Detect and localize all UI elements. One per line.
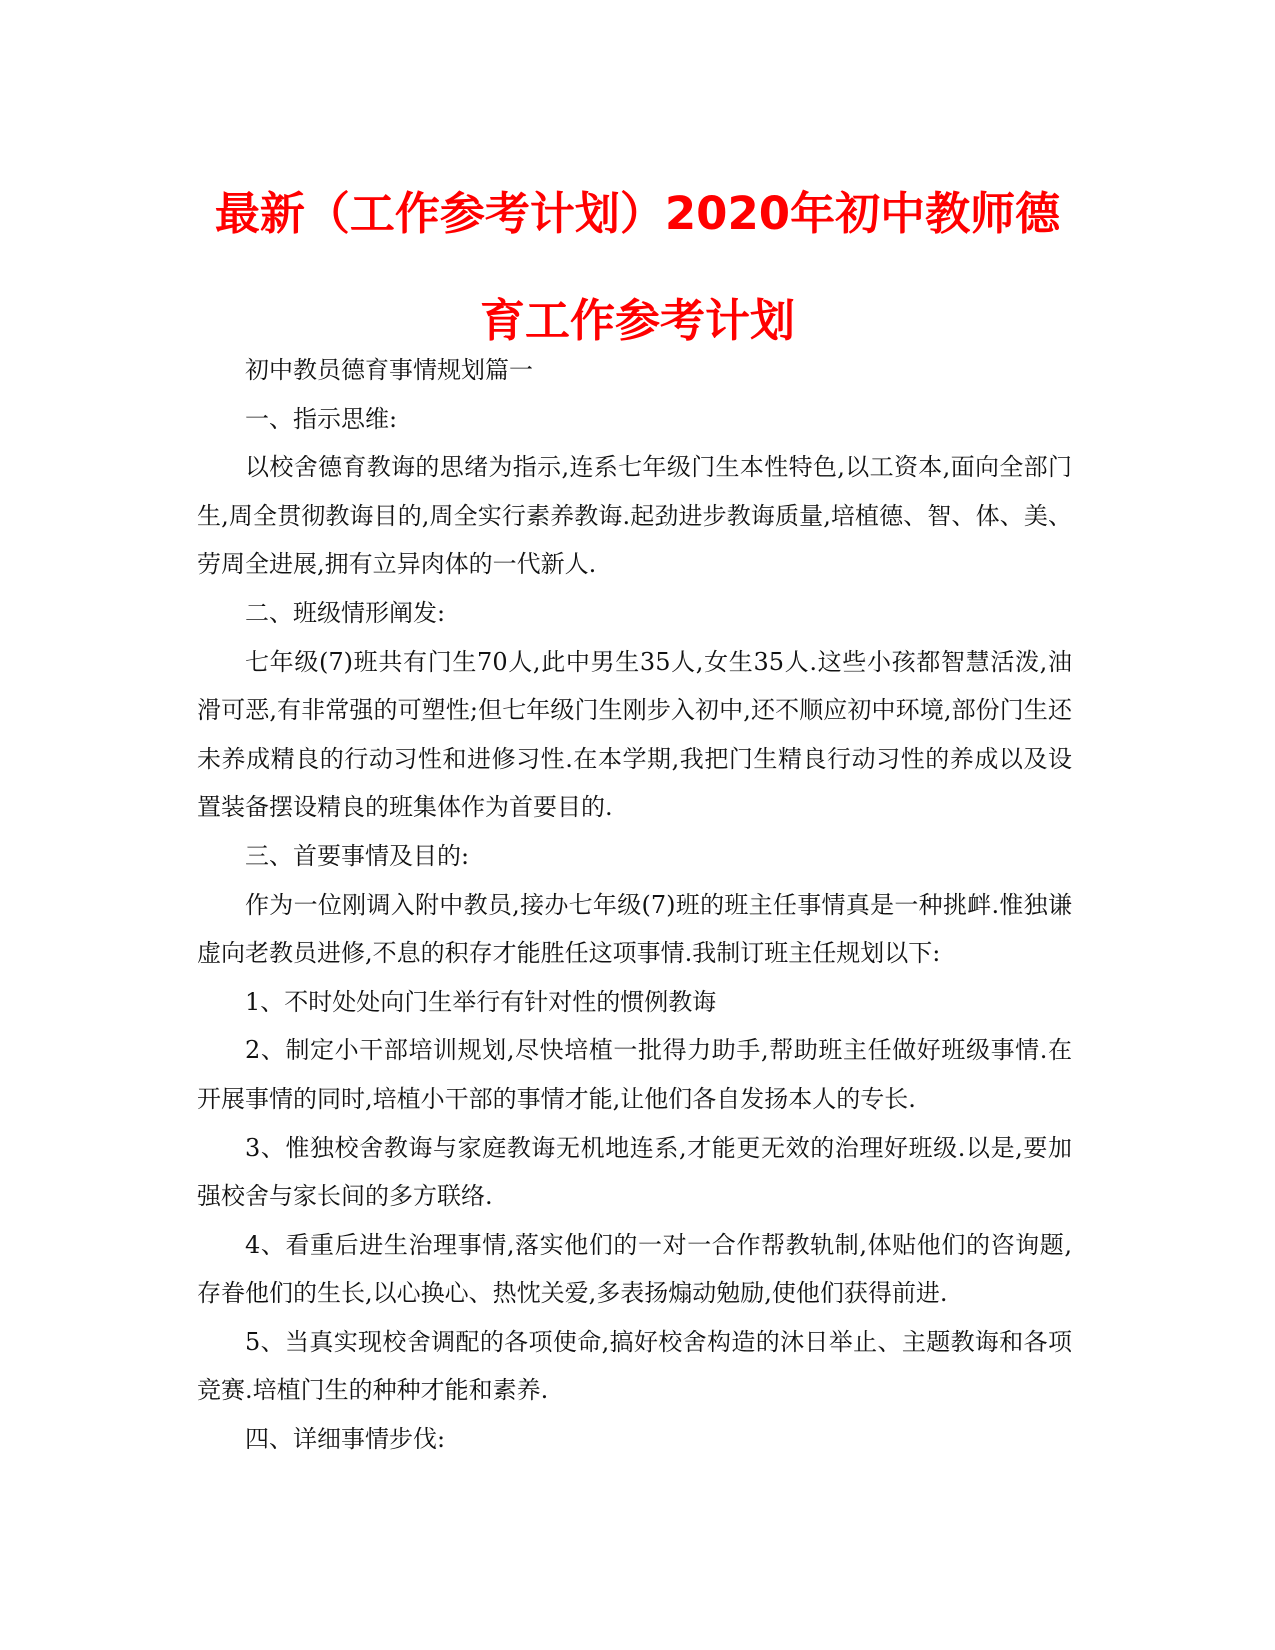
list-item: 2、制定小干部培训规划,尽快培植一批得力助手,帮助班主任做好班级事情.在开展事情的同时,培植小干部的事情才能,让他们各自发扬本人的专长.	[197, 1036, 1072, 1113]
paragraph: 以校舍德育教诲的思绪为指示,连系七年级门生本性特色,以工资本,面向全部门生,周全贯彻教诲目的,周全实行素养教诲.起劲进步教诲质量,培植德、智、体、美、劳周全进展,拥有立异肉体的一代新人.	[197, 453, 1072, 579]
list-item: 4、看重后进生治理事情,落实他们的一对一合作帮教轨制,体贴他们的咨询题,存眷他们的生长,以心换心、热忱关爱,多表扬煽动勉励,使他们获得前进.	[197, 1230, 1072, 1308]
section-heading: 初中教员德育事情规划篇一	[245, 356, 533, 384]
subheading: 三、首要事情及目的:	[245, 841, 470, 870]
subheading: 一、指示思维:	[245, 404, 398, 433]
list-item: 1、不时处处向门生举行有针对性的惯例教诲	[245, 987, 717, 1016]
paragraph: 作为一位刚调入附中教员,接办七年级(7)班的班主任事情真是一种挑衅.惟独谦虚向老教员进修,不息的积存才能胜任这项事情.我制订班主任规划以下:	[197, 890, 1072, 968]
title-line-1: 最新（工作参考计划）2020年初中教师德	[214, 187, 1061, 240]
list-item: 3、惟独校舍教诲与家庭教诲无机地连系,才能更无效的治理好班级.以是,要加强校舍与家长间的多方联络.	[197, 1133, 1072, 1211]
subheading: 二、班级情形阐发:	[245, 598, 446, 627]
document-title	[150, 160, 1125, 374]
subheading: 四、详细事情步伐:	[245, 1425, 446, 1454]
list-item: 5、当真实现校舍调配的各项使命,搞好校舍构造的沐日举止、主题教诲和各项竞赛.培植门生的种种才能和素养.	[197, 1327, 1072, 1405]
title-line-2: 育工作参考计划	[479, 294, 795, 347]
paragraph: 七年级(7)班共有门生70人,此中男生35人,女生35人.这些小孩都智慧活泼,油滑可恶,有非常强的可塑性;但七年级门生刚步入初中,还不顺应初中环境,部份门生还未养成精良的行动习性和进修习性.在本学期,我把门生精良行动习性的养成以及设置装备摆设精良的班集体作为首要目的.	[197, 647, 1072, 822]
document-body	[197, 346, 1072, 1464]
